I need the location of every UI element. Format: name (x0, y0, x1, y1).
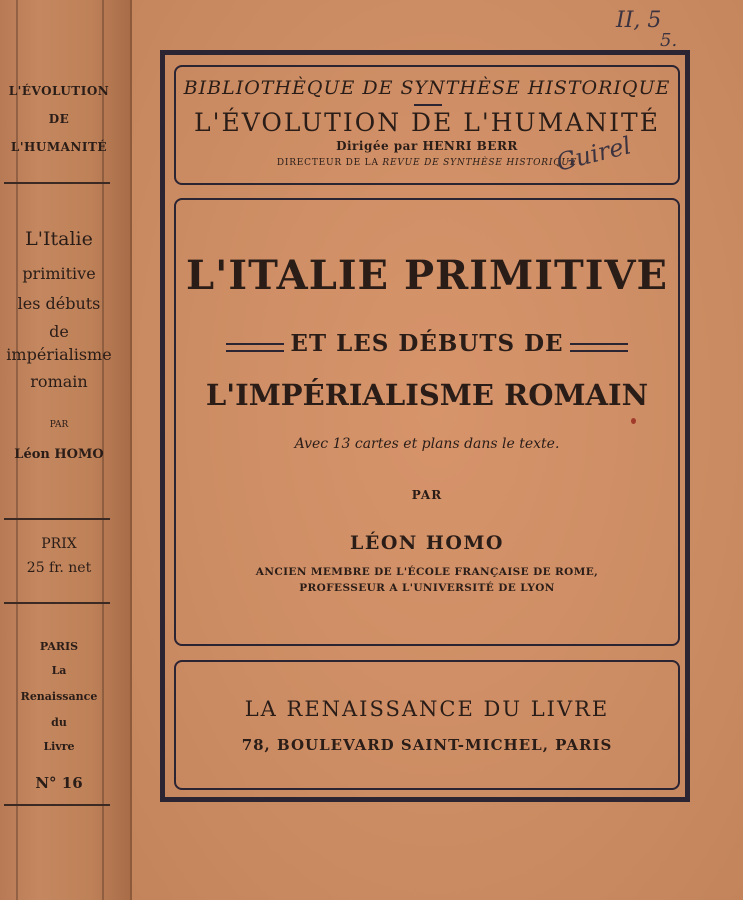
publisher-name: LA RENAISSANCE DU LIVRE (244, 697, 610, 721)
spine-par: PAR (49, 420, 69, 430)
publisher-panel (174, 660, 680, 790)
author-name: LÉON HOMO (350, 532, 504, 554)
spine-publisher-line-4: du (51, 716, 67, 729)
spine-title-line-4: de (49, 322, 69, 341)
shelfmark-handwriting: II, 5 (616, 8, 662, 33)
spine-collection-line-1: L'ÉVOLUTION (8, 84, 110, 98)
editor-role: DIRECTEUR DE LA REVUE DE SYNTHÈSE HISTORIQUE (276, 158, 578, 168)
editor-line: Dirigée par HENRI BERR (336, 139, 518, 153)
author-credentials-1: ANCIEN MEMBRE DE L'ÉCOLE FRANÇAISE DE ROME, (255, 566, 599, 578)
spine-publisher-line-3: Renaissance (20, 690, 98, 703)
spine-divider (4, 182, 110, 184)
by-line: PAR (411, 488, 443, 502)
publisher-address: 78, BOULEVARD SAINT-MICHEL, PARIS (241, 736, 613, 754)
book-spine (0, 0, 132, 900)
spine-publisher-line-2: La (51, 664, 67, 677)
series-name: BIBLIOTHÈQUE DE SYNTHÈSE HISTORIQUE (183, 77, 671, 99)
collection-title: L'ÉVOLUTION DE L'HUMANITÉ (194, 108, 660, 137)
spine-title-line-3: les débuts (17, 294, 101, 313)
spine-publisher-line-5: Livre (43, 740, 75, 753)
series-rule (414, 104, 442, 106)
spine-divider (4, 602, 110, 604)
spine-collection-line-3: L'HUMANITÉ (10, 140, 108, 154)
book-subtitle-2: L'IMPÉRIALISME ROMAIN (205, 378, 649, 412)
book-title: L'ITALIE PRIMITIVE (186, 252, 668, 299)
spine-title-line-1: L'Italie (25, 228, 93, 250)
spine-title-line-5: impérialisme (6, 345, 112, 364)
spine-divider (4, 518, 110, 520)
spine-title-line-2: primitive (22, 264, 96, 283)
spine-price-label: PRIX (41, 536, 77, 552)
spine-publisher-line-1: PARIS (39, 640, 79, 653)
shelfmark-handwriting-2: 5. (660, 30, 678, 51)
signature-handwriting: Guirel (553, 131, 634, 177)
spine-collection-line-2: DE (48, 112, 70, 126)
spine-title-line-6: romain (30, 372, 88, 391)
red-mark (631, 418, 636, 424)
spine-divider (4, 804, 110, 806)
spine-price-value: 25 fr. net (26, 560, 92, 576)
book-subtitle: ET LES DÉBUTS DE (290, 330, 564, 357)
author-credentials-2: PROFESSEUR A L'UNIVERSITÉ DE LYON (299, 582, 555, 594)
spine-author: Léon HOMO (14, 447, 104, 462)
subtitle-rule-right (570, 343, 628, 352)
spine-volume-number: N° 16 (35, 774, 83, 792)
illustration-note: Avec 13 cartes et plans dans le texte. (294, 436, 560, 452)
